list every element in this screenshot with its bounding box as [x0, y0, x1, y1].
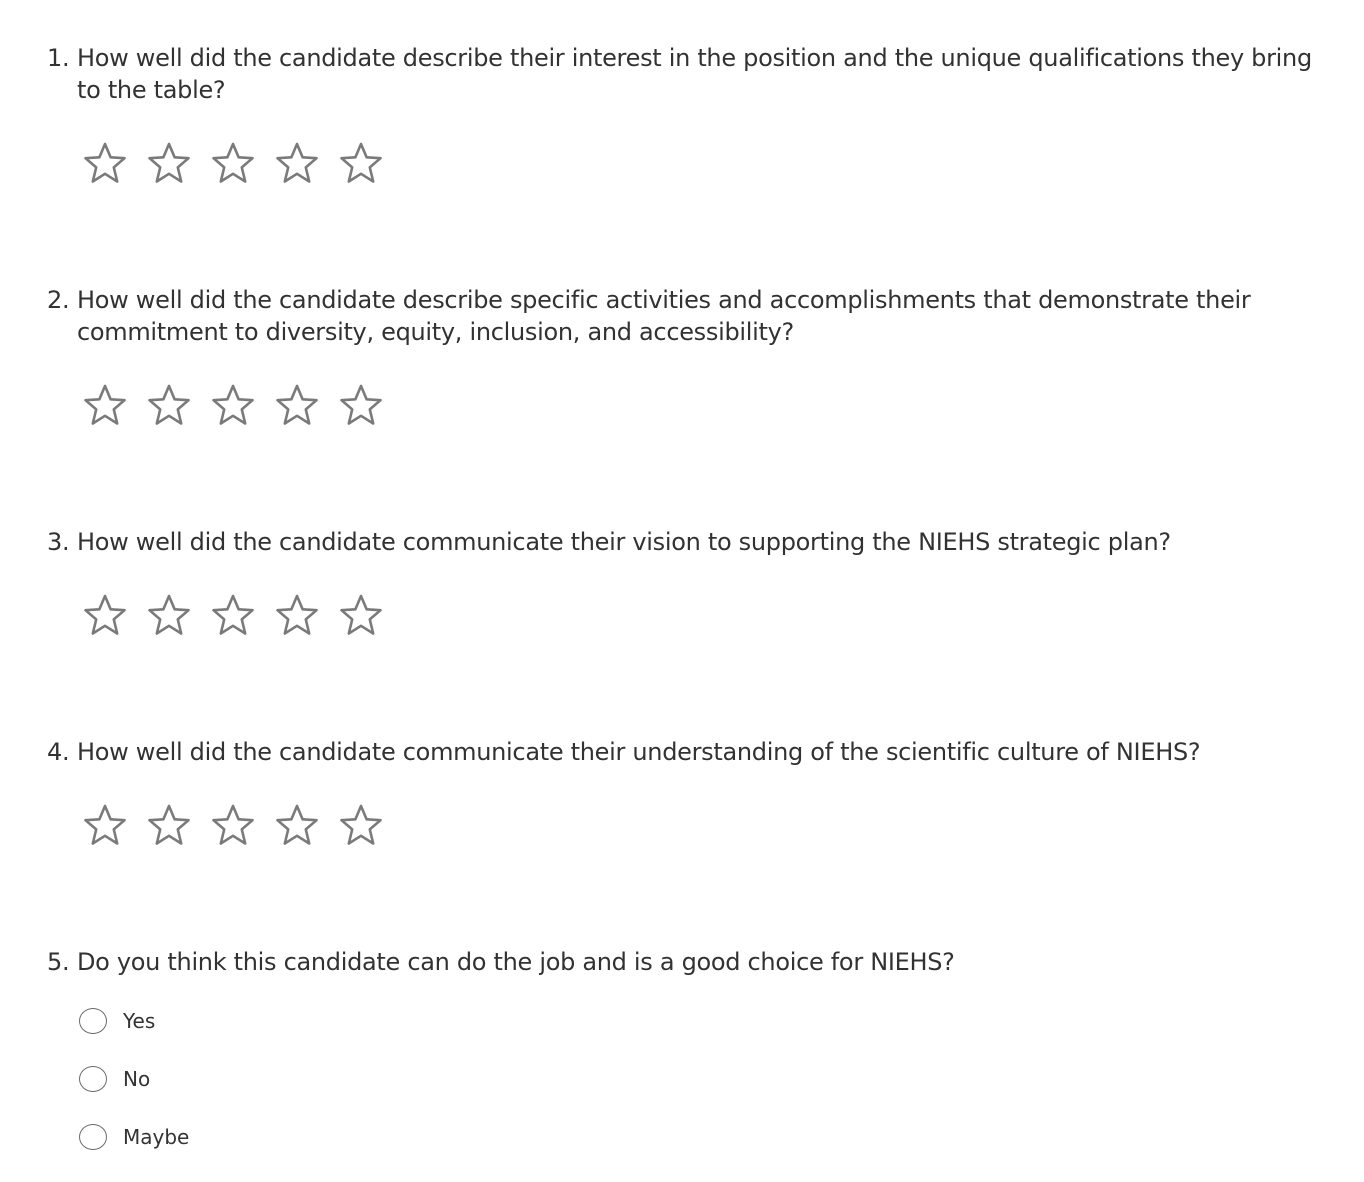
question-5 [47, 946, 1347, 1149]
star-icon[interactable] [339, 384, 383, 426]
option-maybe[interactable] [79, 1122, 189, 1152]
star-icon[interactable] [147, 594, 191, 636]
question-number: 1. [47, 44, 70, 72]
choice-group [79, 1006, 189, 1180]
question-number: 3. [47, 528, 70, 556]
radio-button[interactable] [79, 1008, 107, 1034]
star-icon[interactable] [147, 384, 191, 426]
option-label: No [123, 1067, 151, 1091]
question-number: 2. [47, 286, 70, 314]
question-1 [47, 42, 1347, 106]
question-4 [47, 736, 1347, 768]
star-rating [83, 142, 383, 184]
star-icon[interactable] [211, 804, 255, 846]
star-icon[interactable] [83, 594, 127, 636]
star-icon[interactable] [147, 804, 191, 846]
star-icon[interactable] [211, 142, 255, 184]
star-rating [83, 594, 383, 636]
star-icon[interactable] [83, 384, 127, 426]
question-text: How well did the candidate describe specific activities and accomplishments that demonstrate their commitment to diversity, equity, inclusion, and accessibility? [77, 286, 1251, 346]
question-number: 5. [47, 948, 70, 976]
question-text: How well did the candidate communicate their understanding of the scientific culture of NIEHS? [77, 738, 1201, 766]
star-icon[interactable] [211, 594, 255, 636]
star-icon[interactable] [275, 594, 319, 636]
question-text: How well did the candidate communicate their vision to supporting the NIEHS strategic plan? [77, 528, 1171, 556]
star-rating [83, 804, 383, 846]
star-icon[interactable] [211, 384, 255, 426]
question-3 [47, 526, 1347, 558]
question-1-header [47, 42, 1347, 106]
radio-button[interactable] [79, 1066, 107, 1092]
option-label: Maybe [123, 1125, 190, 1149]
star-icon[interactable] [339, 594, 383, 636]
question-2 [47, 284, 1347, 348]
question-number: 4. [47, 738, 70, 766]
star-icon[interactable] [275, 142, 319, 184]
star-icon[interactable] [83, 142, 127, 184]
question-3-header [47, 526, 1347, 558]
question-4-header [47, 736, 1347, 768]
option-no[interactable] [79, 1064, 189, 1094]
option-label: Yes [123, 1009, 156, 1033]
option-yes[interactable] [79, 1006, 189, 1036]
star-icon[interactable] [339, 142, 383, 184]
question-2-header [47, 284, 1347, 348]
question-5-header [47, 946, 1347, 978]
star-icon[interactable] [275, 384, 319, 426]
question-text: Do you think this candidate can do the job and is a good choice for NIEHS? [77, 948, 955, 976]
question-text: How well did the candidate describe their interest in the position and the unique qualifications they bring to the table? [77, 44, 1312, 104]
star-icon[interactable] [83, 804, 127, 846]
star-icon[interactable] [339, 804, 383, 846]
radio-button[interactable] [79, 1124, 107, 1150]
star-rating [83, 384, 383, 426]
star-icon[interactable] [147, 142, 191, 184]
star-icon[interactable] [275, 804, 319, 846]
